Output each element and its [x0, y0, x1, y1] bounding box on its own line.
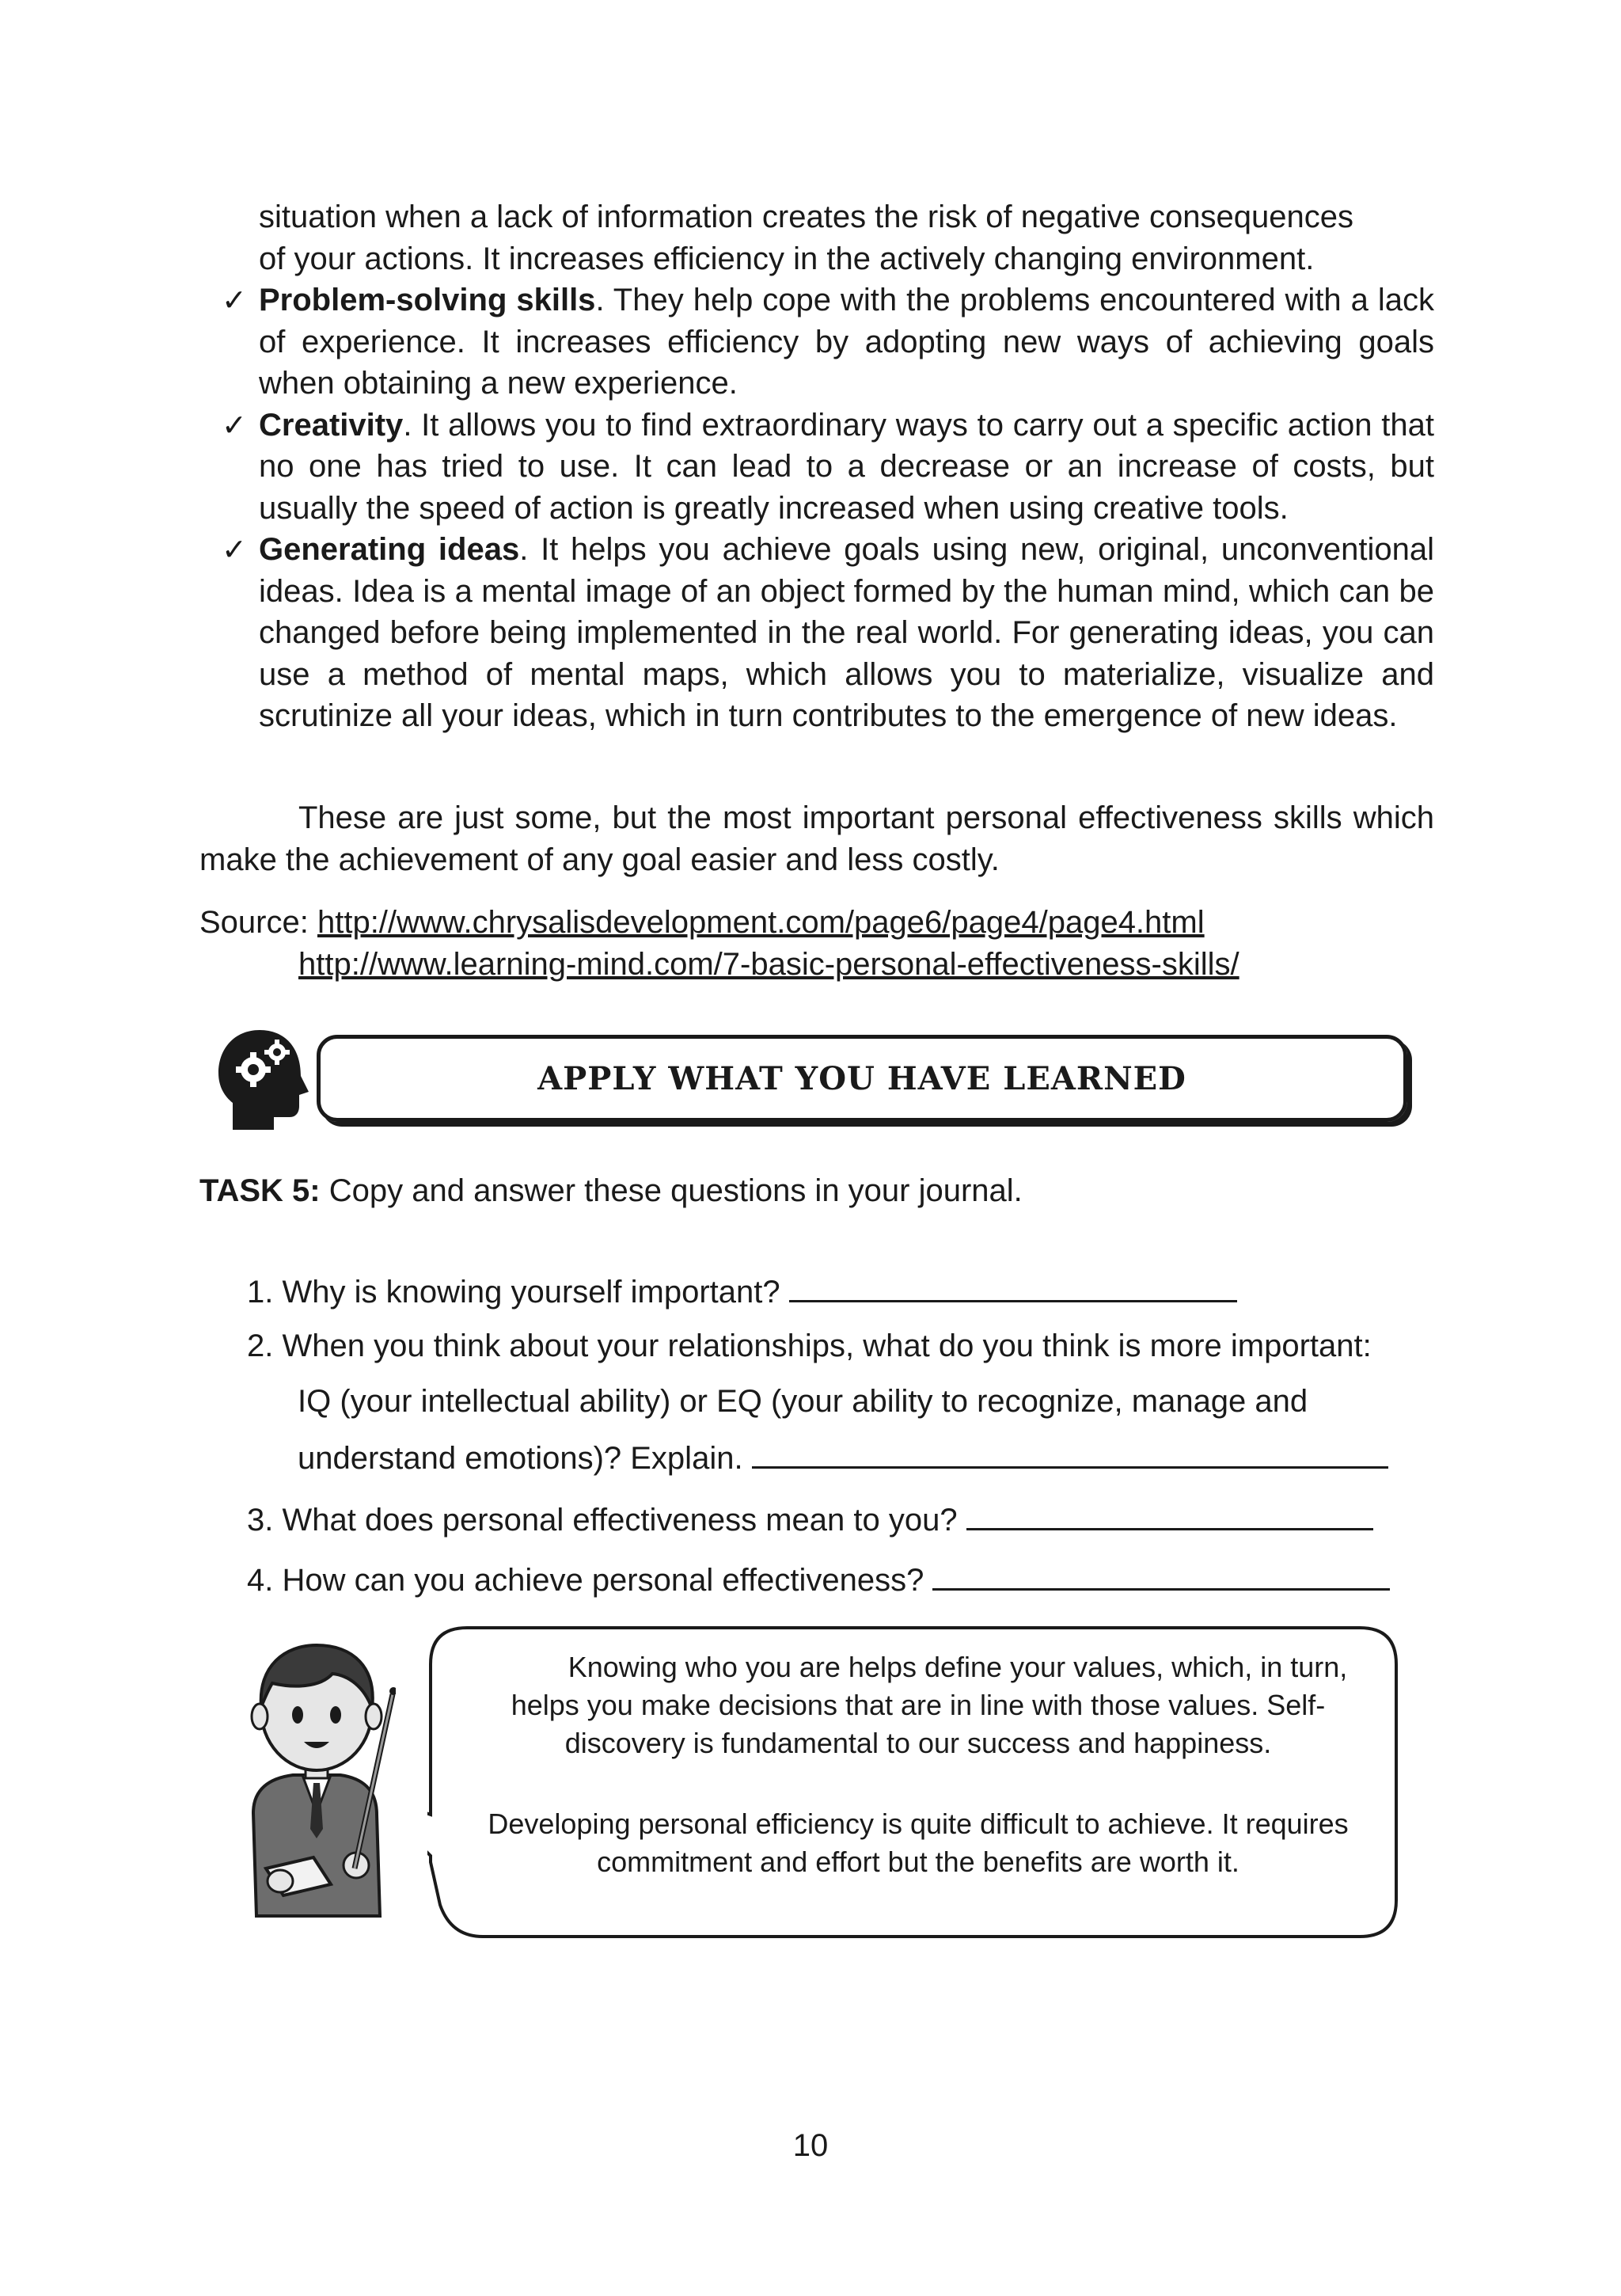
source-label: Source: [199, 905, 317, 940]
bullet-title: Generating ideas [259, 532, 520, 567]
question-1 [247, 1268, 1237, 1313]
question-text-continued: IQ (your intellectual ability) or EQ (your ability to recognize, manage and [298, 1384, 1308, 1419]
question-text: When you think about your relationships, what do you think is more important: [282, 1329, 1372, 1363]
source-link-1[interactable]: http://www.chrysalisdevelopment.com/page6/page4/page4.html [317, 905, 1205, 940]
page-number: 10 [792, 2128, 829, 2163]
apply-section-title: APPLY WHAT YOU HAVE LEARNED [537, 1059, 1186, 1097]
source-block [199, 902, 1434, 985]
question-number: 4. [247, 1563, 274, 1598]
source-link-2[interactable]: http://www.learning-mind.com/7-basic-personal-effectiveness-skills/ [298, 946, 1239, 982]
question-3 [247, 1496, 1373, 1541]
speech-bubble-text-2 [443, 1805, 1393, 1881]
top-paragraph-line1: situation when a lack of information creates the risk of negative consequences [259, 200, 1354, 234]
question-text: How can you achieve personal effectiveness? [282, 1563, 924, 1598]
answer-blank[interactable] [966, 1496, 1373, 1530]
question-text-continued: understand emotions)? Explain. [298, 1441, 743, 1476]
closing-paragraph: These are just some, but the most important personal effectiveness skills which make the achievement of any goal easier and less costly. [199, 800, 1434, 877]
answer-blank[interactable] [932, 1557, 1390, 1591]
question-number: 1. [247, 1275, 274, 1310]
question-2-continuation [298, 1373, 1434, 1487]
checkmark-icon: ✓ [222, 283, 247, 317]
checkmark-icon: ✓ [222, 532, 247, 567]
skills-list [199, 279, 1434, 737]
speech-bubble-text-1 [443, 1648, 1393, 1762]
question-text: Why is knowing yourself important? [282, 1275, 780, 1310]
head-gears-icon [212, 1024, 315, 1135]
task-text: Copy and answer these questions in your journal. [320, 1173, 1023, 1208]
task-instruction [199, 1170, 1023, 1211]
answer-blank[interactable] [752, 1435, 1388, 1469]
bullet-title: Creativity [259, 407, 404, 443]
top-paragraph [199, 196, 1494, 279]
answer-blank[interactable] [789, 1268, 1237, 1302]
bullet-text: . It allows you to find extraordinary ways to carry out a specific action that no one has tried to use. It can lead to a decrease or an increase of costs, but usually the speed of action is greatly increased when using creative tools. [259, 407, 1434, 526]
task-label: TASK 5: [199, 1173, 321, 1208]
speech-line: Developing personal efficiency is quite difficult to achieve. It requires [488, 1808, 1349, 1840]
list-item [199, 279, 1434, 405]
question-2 [247, 1325, 1434, 1367]
question-number: 2. [247, 1329, 274, 1363]
bullet-text: . It helps you achieve goals using new, original, unconventional ideas. Idea is a mental image of an object formed by the human mind, which can be changed before being implemented in the real world. For generating ideas, you can use a method of mental maps, which allows you to materialize, visualize and scrutinize all your ideas, which in turn contributes to the emergence of new ideas. [259, 532, 1435, 733]
speech-line: helps you make decisions that are in line with those values. Self- [511, 1689, 1326, 1721]
apply-section-header [317, 1035, 1407, 1122]
question-text: What does personal effectiveness mean to you? [282, 1503, 958, 1538]
speech-line: Knowing who you are helps define your values, which, in turn, [568, 1651, 1348, 1683]
checkmark-icon: ✓ [222, 407, 247, 443]
speech-line: discovery is fundamental to our success and happiness. [564, 1727, 1272, 1759]
question-number: 3. [247, 1503, 274, 1538]
teacher-illustration [237, 1631, 396, 1932]
top-paragraph-line2: of your actions. It increases efficiency in the actively changing environment. [259, 241, 1315, 276]
question-4 [247, 1557, 1390, 1601]
bullet-text: . They help cope with the problems encountered with a lack of experience. It increases efficiency by adopting new ways of achieving goals when obtaining a new experience. [259, 283, 1434, 401]
list-item [199, 529, 1434, 737]
speech-line: commitment and effort but the benefits are worth it. [597, 1846, 1239, 1878]
bullet-title: Problem-solving skills [259, 283, 596, 317]
list-item [199, 405, 1434, 530]
